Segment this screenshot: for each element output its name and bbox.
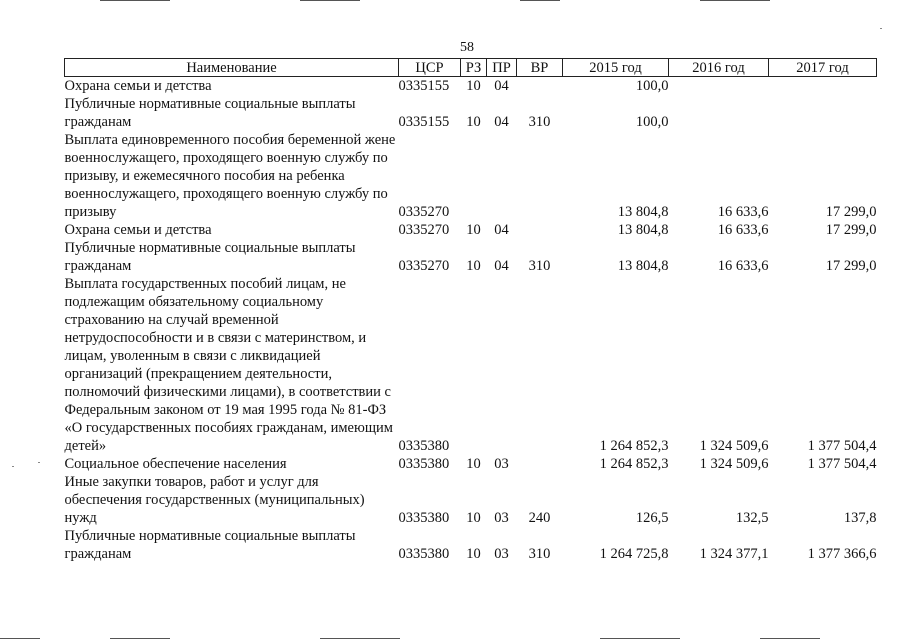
row-name: Публичные нормативные социальные выплаты гражданам (64, 240, 356, 274)
row-pr: 04 (494, 222, 509, 238)
row-2016: 16 633,6 (717, 258, 769, 274)
row-2017: 17 299,0 (825, 204, 877, 220)
header-rz: РЗ (461, 59, 487, 77)
row-csr: 0335380 (398, 438, 450, 454)
row-csr: 0335155 (398, 114, 450, 130)
row-pr (487, 131, 517, 221)
scan-edge-line (300, 0, 360, 1)
row-vr (517, 455, 563, 473)
row-pr: 03 (494, 546, 509, 562)
row-2015: 1 264 852,3 (599, 438, 669, 454)
row-2017 (769, 95, 877, 131)
row-2017: 17 299,0 (825, 222, 877, 238)
row-2015: 1 264 725,8 (599, 546, 669, 562)
row-2016: 1 324 377,1 (699, 546, 769, 562)
table-row (65, 455, 877, 473)
row-csr: 0335380 (398, 546, 450, 562)
table-row (65, 95, 877, 131)
scan-edge-line (0, 638, 40, 639)
row-pr: 03 (494, 510, 509, 526)
row-vr (517, 131, 563, 221)
header-2015: 2015 год (563, 59, 669, 77)
header-2017: 2017 год (769, 59, 877, 77)
row-name: Публичные нормативные социальные выплаты гражданам (64, 528, 356, 562)
row-vr: 240 (528, 510, 551, 526)
scan-edge-line (520, 0, 560, 1)
row-2015: 13 804,8 (617, 204, 669, 220)
table-row (65, 239, 877, 275)
row-2017: 1 377 366,6 (807, 546, 877, 562)
scan-edge-line (110, 638, 170, 639)
row-2017 (769, 77, 877, 96)
row-2015: 13 804,8 (617, 222, 669, 238)
row-vr: 310 (528, 258, 551, 274)
table-row (65, 473, 877, 527)
row-pr (487, 275, 517, 455)
row-2015: 13 804,8 (617, 258, 669, 274)
row-rz (461, 131, 487, 221)
row-2016 (669, 95, 769, 131)
row-rz: 10 (466, 78, 481, 94)
budget-table (64, 58, 877, 563)
scan-speck (880, 28, 882, 29)
row-vr (517, 275, 563, 455)
row-rz: 10 (466, 546, 481, 562)
row-2016: 1 324 509,6 (699, 456, 769, 472)
row-rz: 10 (466, 456, 481, 472)
header-2016: 2016 год (669, 59, 769, 77)
scan-edge-line (320, 638, 400, 639)
row-2015: 100,0 (635, 114, 669, 130)
row-pr: 03 (494, 456, 509, 472)
table-row (65, 275, 877, 455)
row-2017: 17 299,0 (825, 258, 877, 274)
row-rz: 10 (466, 258, 481, 274)
row-pr: 04 (494, 258, 509, 274)
header-pr: ПР (487, 59, 517, 77)
row-2015: 1 264 852,3 (599, 456, 669, 472)
row-rz: 10 (466, 222, 481, 238)
page-number: 58 (460, 40, 474, 55)
row-csr: 0335380 (398, 456, 450, 472)
scan-edge-line (760, 638, 820, 639)
row-2017: 1 377 504,4 (807, 438, 877, 454)
row-2016 (669, 77, 769, 96)
row-name: Охрана семьи и детства (64, 222, 212, 238)
scan-edge-line (700, 0, 770, 1)
row-name: Выплата государственных пособий лицам, не подлежащим обязательному социальному страхованию на случай временной нетрудоспособности и в связи с материнством, и лицам, уволенным в связи с ликвидацией организаций (прекращением деятельности, полномочий физическими лицами), в соответствии с Федеральным законом от 19 мая 1995 года № 81-ФЗ «О государственных пособиях гражданам, имеющим детей» (64, 276, 393, 454)
row-vr (517, 221, 563, 239)
row-name: Выплата единовременного пособия беременной жене военнослужащего, проходящего военную службу по призыву, и ежемесячного пособия на ребенка военнослужащего, проходящего военную службу по призыву (64, 132, 396, 220)
table-row (65, 527, 877, 563)
table-row (65, 77, 877, 96)
row-2016: 16 633,6 (717, 204, 769, 220)
row-name: Охрана семьи и детства (64, 78, 212, 94)
scan-edge-line (100, 0, 170, 1)
row-name: Социальное обеспечение населения (64, 456, 287, 472)
row-vr (517, 77, 563, 96)
row-csr: 0335270 (398, 258, 450, 274)
row-2015: 100,0 (635, 78, 669, 94)
row-2016: 132,5 (735, 510, 769, 526)
row-vr: 310 (528, 546, 551, 562)
row-rz: 10 (466, 510, 481, 526)
row-2017: 1 377 504,4 (807, 456, 877, 472)
row-2016: 16 633,6 (717, 222, 769, 238)
table-row (65, 221, 877, 239)
scan-speck (12, 466, 14, 467)
row-2015: 126,5 (635, 510, 669, 526)
row-name: Публичные нормативные социальные выплаты гражданам (64, 96, 356, 130)
scan-edge-line (600, 638, 680, 639)
header-name: Наименование (65, 59, 399, 77)
header-vr: ВР (517, 59, 563, 77)
row-rz: 10 (466, 114, 481, 130)
row-csr: 0335270 (398, 204, 450, 220)
scan-speck (38, 462, 40, 463)
table-header-row (65, 59, 877, 77)
header-csr: ЦСР (399, 59, 461, 77)
row-pr: 04 (494, 78, 509, 94)
row-name: Иные закупки товаров, работ и услуг для обеспечения государственных (муниципальных) нужд (64, 474, 365, 526)
row-csr: 0335155 (398, 78, 450, 94)
row-2017: 137,8 (843, 510, 877, 526)
table-row (65, 131, 877, 221)
row-csr: 0335270 (398, 222, 450, 238)
row-pr: 04 (494, 114, 509, 130)
row-vr: 310 (528, 114, 551, 130)
row-2016: 1 324 509,6 (699, 438, 769, 454)
row-rz (461, 275, 487, 455)
row-csr: 0335380 (398, 510, 450, 526)
